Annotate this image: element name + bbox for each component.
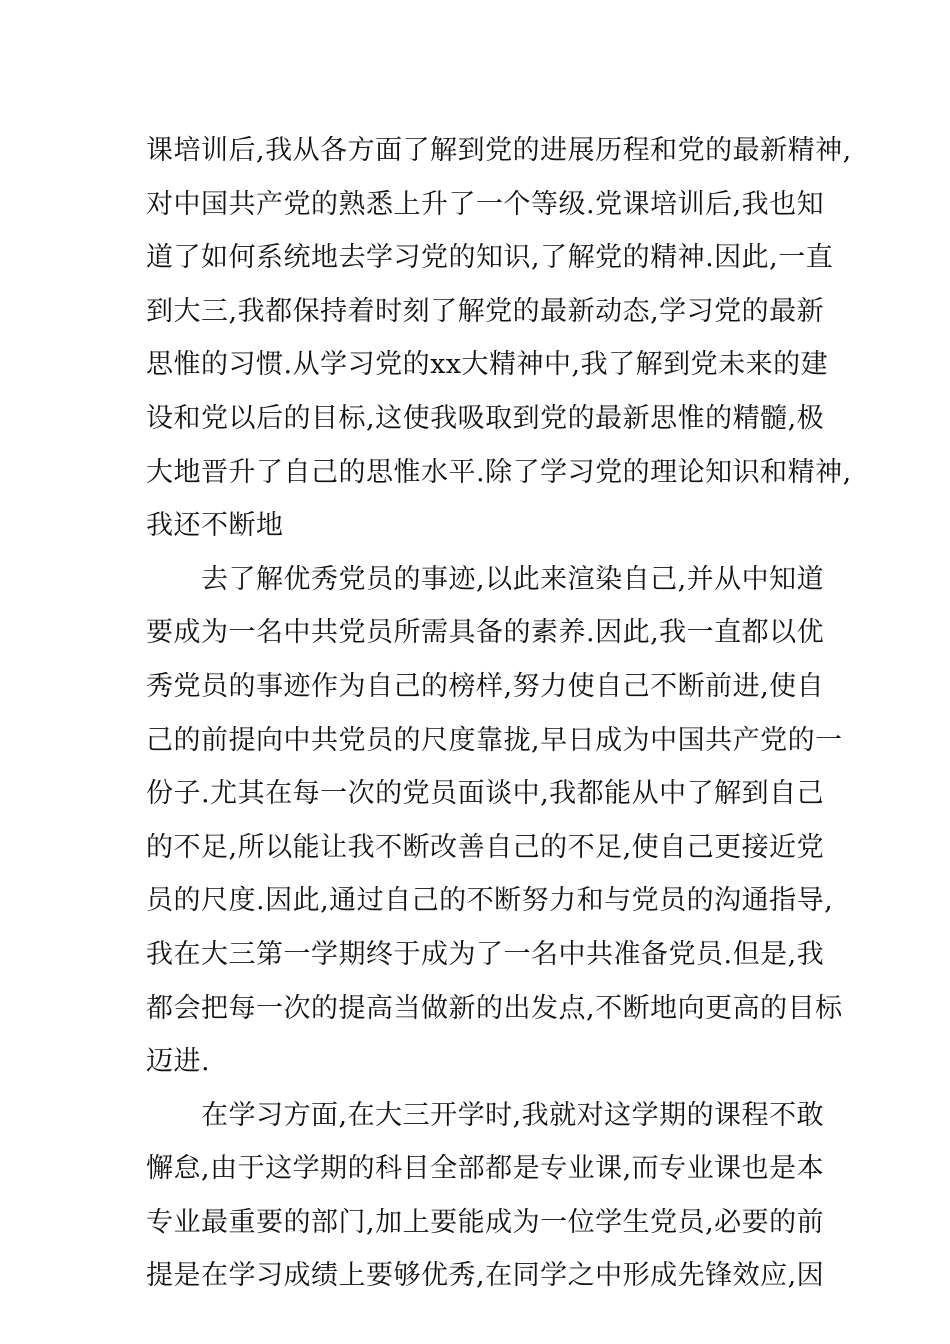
text-line: 在学习方面,在大三开学时,我就对这学期的课程不敢	[146, 1099, 825, 1131]
text-line: 道了如何系统地去学习党的知识,了解党的精神.因此,一直	[146, 242, 834, 274]
text-line: 思惟的习惯.从学习党的xx大精神中,我了解到党未来的建	[146, 349, 829, 381]
text-line: 设和党以后的目标,这使我吸取到党的最新思惟的精髓,极	[146, 402, 825, 434]
text-line: 课培训后,我从各方面了解到党的进展历程和党的最新精神,	[146, 135, 852, 166]
text-line: 员的尺度.因此,通过自己的不断努力和与党员的沟通指导,	[146, 885, 834, 917]
text-line: 迈进.	[146, 1046, 211, 1078]
text-line: 份子.尤其在每一次的党员面谈中,我都能从中了解到自己	[146, 778, 825, 810]
paragraph-2	[146, 553, 843, 1089]
paragraph-3	[146, 1089, 825, 1303]
text-line: 大地晋升了自己的思惟水平.除了学习党的理论知识和精神,	[146, 456, 852, 488]
text-line: 秀党员的事迹作为自己的榜样,努力使自己不断前进,使自	[146, 670, 825, 702]
text-line: 要成为一名中共党员所需具备的素养.因此,我一直都以优	[146, 617, 825, 649]
paragraph-1	[146, 124, 852, 553]
text-line: 提是在学习成绩上要够优秀,在同学之中形成先锋效应,因	[146, 1260, 825, 1292]
text-line: 去了解优秀党员的事迹,以此来渲染自己,并从中知道	[146, 563, 825, 595]
text-line: 我还不断地	[146, 510, 284, 542]
text-line: 己的前提向中共党员的尺度靠拢,早日成为中国共产党的一	[146, 724, 843, 756]
text-line: 的不足,所以能让我不断改善自己的不足,使自己更接近党	[146, 831, 825, 863]
text-line: 到大三,我都保持着时刻了解党的最新动态,学习党的最新	[146, 295, 825, 327]
text-line: 专业最重要的部门,加上要能成为一位学生党员,必要的前	[146, 1206, 825, 1238]
body-text	[146, 124, 852, 1303]
text-line: 我在大三第一学期终于成为了一名中共准备党员.但是,我	[146, 938, 825, 970]
text-line: 都会把每一次的提高当做新的出发点,不断地向更高的目标	[146, 992, 843, 1024]
text-line: 对中国共产党的熟悉上升了一个等级.党课培训后,我也知	[146, 188, 825, 220]
text-line: 懈怠,由于这学期的科目全部都是专业课,而专业课也是本	[146, 1153, 825, 1185]
